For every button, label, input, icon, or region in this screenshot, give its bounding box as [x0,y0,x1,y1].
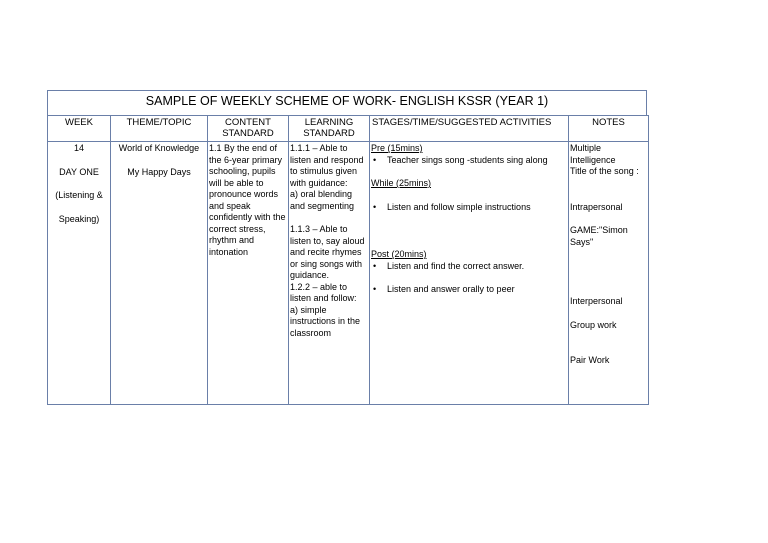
skill-line-2: Speaking) [58,213,100,224]
theme-cell [111,142,208,405]
stages-cell [370,142,569,405]
note-group-work: Group work [570,319,617,330]
while-stage-item: • Listen and follow simple instructions [371,202,567,214]
note-interpersonal: Interpersonal [570,296,623,306]
header-content-standard: CONTENT STANDARD [208,116,289,142]
pre-stage-label: Pre (15mins) [371,143,423,153]
scheme-of-work-sheet [47,90,647,403]
learning-standard-3: 1.2.2 – able to listen and follow: [290,281,357,303]
document-title: SAMPLE OF WEEKLY SCHEME OF WORK- ENGLISH KSSR (YEAR 1) [47,90,647,115]
header-row [48,116,649,142]
note-intrapersonal: Intrapersonal [570,201,623,212]
header-week: WEEK [48,116,111,142]
learning-standard-1a: a) oral blending and segmenting [290,189,355,211]
learning-standard-2: 1.1.3 – Able to listen to, say aloud and recite rhymes or sing songs with guidance. [290,224,365,280]
learning-standard-3a: a) simple instructions in the classroom [290,304,361,338]
learning-standard-1: 1.1.1 – Able to listen and respond to stimulus given with guidance: [290,143,364,188]
notes-cell [569,142,649,405]
week-cell [48,142,111,405]
header-stages: STAGES/TIME/SUGGESTED ACTIVITIES [370,116,569,142]
note-song-title: Title of the song : [570,166,639,176]
skill-line-1: (Listening & [55,190,103,200]
theme-name: World of Knowledge [118,143,200,153]
post-stage-item-2: • Listen and answer orally to peer [371,284,567,296]
topic-name: My Happy Days [127,166,191,177]
week-number: 14 [73,143,84,153]
header-learning-standard: LEARNING STANDARD [289,116,370,142]
note-game: GAME:"Simon Says" [570,225,628,247]
learning-standard-cell [289,142,370,405]
post-stage-label: Post (20mins) [371,249,427,259]
header-notes: NOTES [569,116,649,142]
header-theme: THEME/TOPIC [111,116,208,142]
while-stage-label: While (25mins) [371,178,432,188]
post-stage-item-1: • Listen and find the correct answer. [371,261,567,273]
day-label: DAY ONE [59,166,99,177]
scheme-table [47,115,649,405]
body-row [48,142,649,405]
pre-stage-item: • Teacher sings song -students sing along [371,155,567,167]
note-pair-work: Pair Work [570,355,610,365]
content-standard-cell [208,142,289,405]
content-standard-text: 1.1 By the end of the 6-year primary schooling, pupils will be able to pronounce words and speak confidently with the correct stress, rhythm and intonation [209,143,286,257]
note-multiple-intelligence: Multiple Intelligence [570,143,616,165]
